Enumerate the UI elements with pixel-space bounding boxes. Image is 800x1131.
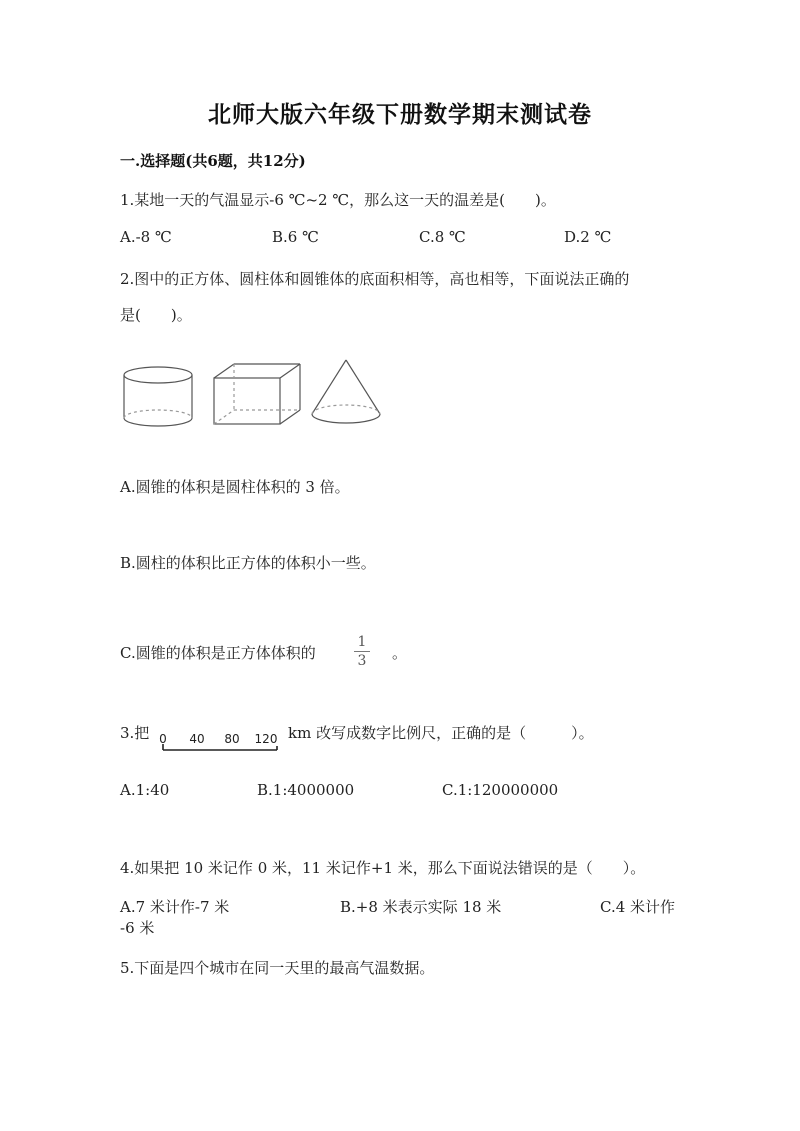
question-2-option-c-end: 。 — [392, 644, 408, 662]
question-1-text: 1.某地一天的气温显示-6 ℃~2 ℃，那么这一天的温差是( )。 — [120, 191, 556, 209]
question-1-option-d[interactable]: D.2 ℃ — [564, 228, 612, 246]
question-3-option-c[interactable]: C.1:120000000 — [442, 781, 559, 799]
scale-tick-label: 80 — [224, 732, 240, 746]
question-3-option-b[interactable]: B.1:4000000 — [257, 781, 355, 799]
scale-tick-label: 0 — [159, 732, 167, 746]
question-4-text: 4.如果把 10 米记作 0 米，11 米记作+1 米，那么下面说法错误的是（ ）。 — [120, 859, 646, 877]
question-4-option-c-cont: -6 米 — [120, 919, 155, 937]
question-1-option-b[interactable]: B.6 ℃ — [272, 228, 319, 246]
question-3-option-a[interactable]: A.1:40 — [120, 781, 170, 799]
scale-tick-label: 120 — [254, 732, 278, 746]
fraction-denominator: 3 — [357, 653, 367, 669]
question-2-option-b[interactable]: B.圆柱的体积比正方体的体积小一些。 — [120, 554, 376, 572]
page-title: 北师大版六年级下册数学期末测试卷 — [208, 101, 592, 128]
question-3-prefix: 3.把 — [120, 724, 150, 742]
cube-icon — [214, 364, 300, 424]
fraction-bar — [354, 651, 370, 652]
fraction-numerator: 1 — [357, 634, 367, 650]
line-scale-figure — [155, 728, 283, 756]
question-1-option-a[interactable]: A.-8 ℃ — [120, 228, 172, 246]
question-5-text: 5.下面是四个城市在同一天里的最高气温数据。 — [120, 959, 435, 977]
question-2-option-c[interactable]: C.圆锥的体积是正方体体积的 — [120, 644, 316, 662]
scale-tick-label: 40 — [189, 732, 205, 746]
question-4-option-a[interactable]: A.7 米计作-7 米 — [120, 898, 230, 916]
question-1-option-c[interactable]: C.8 ℃ — [419, 228, 466, 246]
solids-figure — [118, 356, 388, 436]
cylinder-icon — [124, 367, 192, 426]
question-2-text-line1: 2.图中的正方体、圆柱体和圆锥体的底面积相等，高也相等，下面说法正确的 — [120, 270, 630, 288]
cone-icon — [312, 360, 380, 423]
fraction-one-third — [352, 634, 372, 669]
question-2-text-line2: 是( )。 — [120, 306, 192, 324]
section-heading: 一.选择题(共6题，共12分) — [120, 152, 306, 170]
question-4-option-b[interactable]: B.+8 米表示实际 18 米 — [340, 898, 502, 916]
question-4-option-c[interactable]: C.4 米计作 — [600, 898, 676, 916]
question-3-suffix: km 改写成数字比例尺，正确的是（ ）。 — [288, 724, 594, 742]
question-2-option-a[interactable]: A.圆锥的体积是圆柱体积的 3 倍。 — [120, 478, 350, 496]
